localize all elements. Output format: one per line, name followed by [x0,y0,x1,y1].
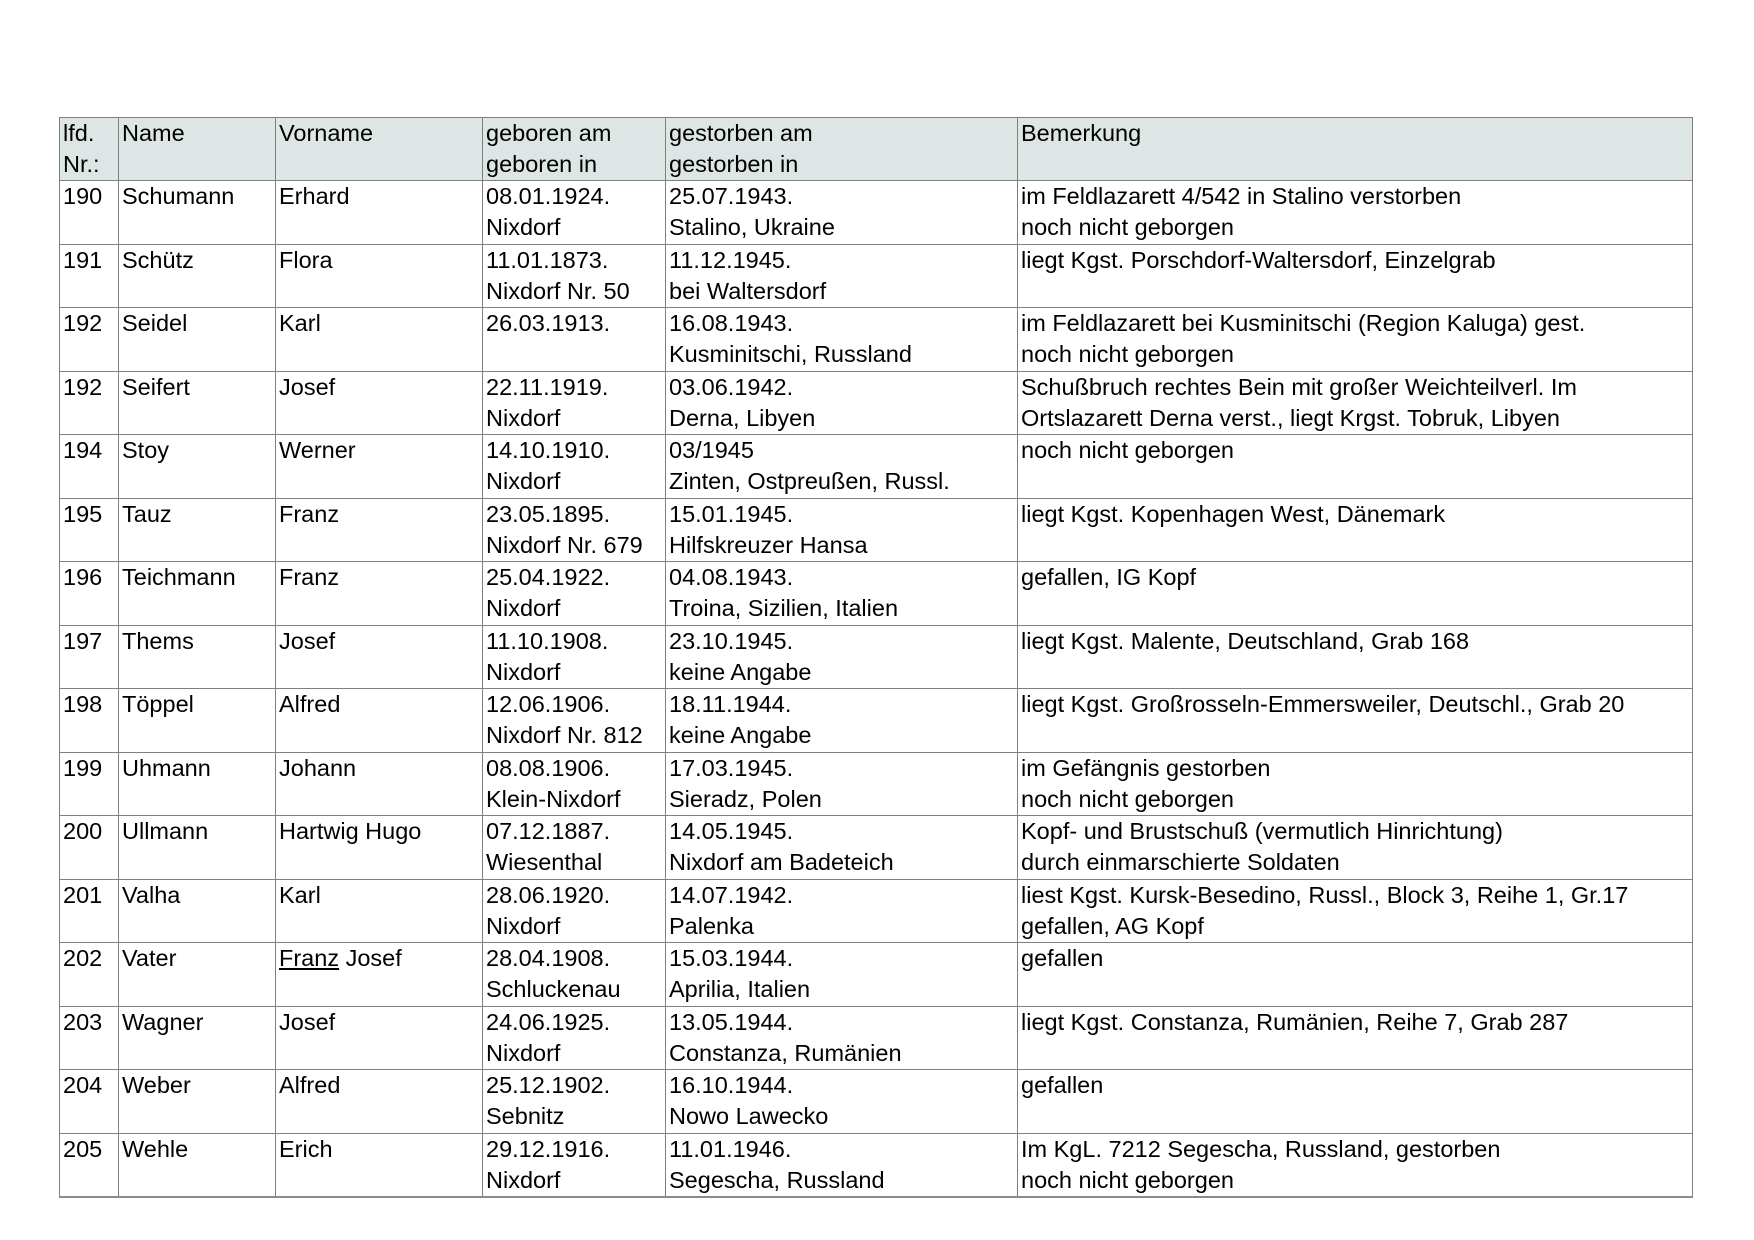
geboren-am-text: 14.10.1910. [486,437,611,463]
cell-geboren [483,562,666,626]
geboren-in-text: Nixdorf [486,404,561,431]
cell-name [119,498,276,562]
table-row [60,816,1693,880]
nr-text: 197 [63,627,103,654]
header-gestorben-in: gestorben in [669,151,799,177]
table-row [60,181,1693,245]
nr-text: 202 [63,945,103,971]
table-row [60,435,1693,499]
cell-vorname [276,1133,483,1197]
nr-text: 192 [63,373,103,400]
header-geboren-in: geboren in [486,151,598,177]
cell-geboren [483,371,666,435]
bemerkung-line1: im Feldlazarett 4/542 in Stalino verstorben [1021,183,1462,209]
cell-name [119,689,276,753]
geboren-am-text: 08.08.1906. [486,754,611,781]
cell-name [119,1070,276,1134]
cell-geboren [483,752,666,816]
bemerkung-line2 [1021,276,1690,307]
cell-bemerkung [1018,244,1693,308]
bemerkung-line1: liest Kgst. Kursk-Besedino, Russl., Block 3, Reihe 1, Gr.17 [1021,881,1629,908]
vorname-text: Karl [279,310,321,336]
cell-vorname [276,1070,483,1134]
gestorben-am-text: 03/1945 [669,437,754,463]
cell-name [119,371,276,435]
cell-bemerkung [1018,308,1693,372]
cell-bemerkung [1018,1070,1693,1134]
cell-vorname [276,879,483,943]
gestorben-in-text: Palenka [669,912,754,939]
geboren-am-text: 23.05.1895. [486,500,611,527]
geboren-in-text: Nixdorf Nr. 812 [486,722,643,748]
cell-nr [60,689,119,753]
cell-bemerkung [1018,943,1693,1007]
cell-nr [60,1070,119,1134]
cell-name [119,181,276,245]
geboren-in-text: Nixdorf [486,1166,561,1193]
gestorben-in-text: Zinten, Ostpreußen, Russl. [669,468,950,494]
name-text: Ullmann [122,818,209,844]
cell-geboren [483,498,666,562]
header-geboren [483,118,666,181]
cell-name [119,879,276,943]
cell-vorname [276,562,483,626]
cell-geboren [483,1006,666,1070]
bemerkung-line2 [1021,1101,1690,1132]
cell-geboren [483,308,666,372]
table-row [60,498,1693,562]
gestorben-am-text: 14.07.1942. [669,881,794,908]
cell-nr [60,435,119,499]
cell-geboren [483,689,666,753]
table-row [60,562,1693,626]
header-nr-line1: lfd. [63,120,95,146]
table-row [60,752,1693,816]
table-row [60,879,1693,943]
cell-nr [60,181,119,245]
vorname-text: Johann [279,754,357,781]
cell-geboren [483,435,666,499]
header-geboren-am: geboren am [486,120,612,146]
gestorben-am-text: 04.08.1943. [669,564,794,590]
name-text: Tauz [122,500,172,527]
header-nr-line2: Nr.: [63,151,100,177]
gestorben-am-text: 23.10.1945. [669,627,794,654]
geboren-in-text: Nixdorf Nr. 679 [486,531,643,558]
cell-gestorben [666,689,1018,753]
geboren-am-text: 11.01.1873. [486,246,609,273]
cell-gestorben [666,1070,1018,1134]
cell-vorname [276,371,483,435]
nr-text: 198 [63,691,103,717]
cell-gestorben [666,498,1018,562]
cell-nr [60,308,119,372]
header-bemerkung: Bemerkung [1018,118,1693,181]
bemerkung-line1: im Feldlazarett bei Kusminitschi (Region Kaluga) gest. [1021,310,1586,336]
bemerkung-line2: noch nicht geborgen [1021,341,1234,367]
geboren-am-text: 28.04.1908. [486,945,611,971]
name-text: Thems [122,627,194,654]
cell-vorname [276,244,483,308]
cell-gestorben [666,435,1018,499]
cell-bemerkung [1018,498,1693,562]
cell-geboren [483,181,666,245]
cell-gestorben [666,943,1018,1007]
name-text: Vater [122,945,177,971]
vorname-text: Josef [339,945,402,971]
name-text: Valha [122,881,181,908]
gestorben-in-text: keine Angabe [669,658,812,685]
gestorben-in-text: Nixdorf am Badeteich [669,849,894,875]
table-row [60,244,1693,308]
vorname-text: Alfred [279,691,341,717]
header-name: Name [119,118,276,181]
nr-text: 194 [63,437,103,463]
vorname-underlined-text: Franz [279,945,340,971]
bemerkung-line2 [1021,530,1690,561]
gestorben-am-text: 03.06.1942. [669,373,794,400]
cell-nr [60,752,119,816]
bemerkung-line2: noch nicht geborgen [1021,1166,1234,1193]
geboren-in-text: Wiesenthal [486,849,603,875]
bemerkung-line2 [1021,1038,1690,1069]
gestorben-in-text: bei Waltersdorf [669,277,827,304]
cell-name [119,816,276,880]
cell-bemerkung [1018,879,1693,943]
table-row [60,1070,1693,1134]
name-text: Schumann [122,183,235,209]
name-text: Weber [122,1072,191,1098]
vorname-text: Josef [279,373,336,400]
bemerkung-line1: liegt Kgst. Kopenhagen West, Dänemark [1021,500,1446,527]
table-row [60,625,1693,689]
bemerkung-line2: noch nicht geborgen [1021,785,1234,812]
cell-name [119,308,276,372]
vorname-text: Erhard [279,183,350,209]
geboren-in-text: Klein-Nixdorf [486,785,621,812]
gestorben-in-text: Derna, Libyen [669,404,816,431]
cell-vorname [276,752,483,816]
table-row [60,689,1693,753]
gestorben-am-text: 17.03.1945. [669,754,794,781]
geboren-in-text: Nixdorf [486,912,561,939]
geboren-am-text: 12.06.1906. [486,691,611,717]
cell-name [119,1006,276,1070]
header-vorname: Vorname [276,118,483,181]
geboren-am-text: 22.11.1919. [486,373,609,400]
cell-bemerkung [1018,181,1693,245]
header-row [60,118,1693,181]
vorname-text: Franz [279,564,340,590]
cell-geboren [483,1133,666,1197]
cell-gestorben [666,244,1018,308]
gestorben-am-text: 18.11.1944. [669,691,792,717]
bemerkung-line1: liegt Kgst. Constanza, Rumänien, Reihe 7, Grab 287 [1021,1008,1569,1035]
gestorben-in-text: Aprilia, Italien [669,976,811,1002]
cell-name [119,562,276,626]
cell-bemerkung [1018,1006,1693,1070]
vorname-text: Josef [279,627,336,654]
cell-name [119,244,276,308]
cell-vorname [276,689,483,753]
geboren-am-text: 07.12.1887. [486,818,611,844]
geboren-am-text: 25.04.1922. [486,564,611,590]
gestorben-am-text: 16.08.1943. [669,310,794,336]
cell-gestorben [666,752,1018,816]
nr-text: 203 [63,1008,103,1035]
nr-text: 199 [63,754,103,781]
bemerkung-line1: gefallen [1021,945,1104,971]
name-text: Seidel [122,310,188,336]
gestorben-in-text: Sieradz, Polen [669,785,822,812]
geboren-am-text: 08.01.1924. [486,183,611,209]
bemerkung-line2 [1021,657,1690,688]
table-row [60,371,1693,435]
cell-nr [60,244,119,308]
cell-vorname [276,816,483,880]
cell-name [119,1133,276,1197]
table-row [60,943,1693,1007]
cell-geboren [483,879,666,943]
geboren-in-text: Schluckenau [486,976,621,1002]
nr-text: 196 [63,564,103,590]
gestorben-in-text: Nowo Lawecko [669,1103,829,1129]
bemerkung-line1: liegt Kgst. Malente, Deutschland, Grab 168 [1021,627,1470,654]
cell-bemerkung [1018,1133,1693,1197]
cell-geboren [483,625,666,689]
geboren-am-text: 11.10.1908. [486,627,609,654]
cell-gestorben [666,1006,1018,1070]
bemerkung-line1: Im KgL. 7212 Segescha, Russland, gestorben [1021,1135,1501,1162]
cell-vorname [276,625,483,689]
geboren-am-text: 25.12.1902. [486,1072,611,1098]
register-table [59,117,1693,1198]
cell-nr [60,371,119,435]
gestorben-am-text: 15.03.1944. [669,945,794,971]
bemerkung-line1: gefallen [1021,1072,1104,1098]
name-text: Stoy [122,437,170,463]
cell-nr [60,498,119,562]
bemerkung-line1: Schußbruch rechtes Bein mit großer Weichteilverl. Im [1021,373,1577,400]
gestorben-am-text: 15.01.1945. [669,500,794,527]
cell-bemerkung [1018,371,1693,435]
vorname-text: Erich [279,1135,333,1162]
cell-nr [60,625,119,689]
table-row [60,1133,1693,1197]
bemerkung-line1: Kopf- und Brustschuß (vermutlich Hinrichtung) [1021,818,1503,844]
cell-name [119,435,276,499]
bemerkung-line2: gefallen, AG Kopf [1021,912,1204,939]
cell-vorname [276,943,483,1007]
bemerkung-line1: liegt Kgst. Großrosseln-Emmersweiler, Deutschl., Grab 20 [1021,691,1625,717]
cell-gestorben [666,371,1018,435]
cell-gestorben [666,562,1018,626]
cell-bemerkung [1018,689,1693,753]
gestorben-in-text: Stalino, Ukraine [669,214,835,240]
bemerkung-line1: liegt Kgst. Porschdorf-Waltersdorf, Einzelgrab [1021,246,1496,273]
gestorben-am-text: 11.12.1945. [669,246,792,273]
nr-text: 201 [63,881,103,908]
cell-gestorben [666,1133,1018,1197]
name-text: Teichmann [122,564,236,590]
cell-vorname [276,435,483,499]
cell-name [119,943,276,1007]
cell-bemerkung [1018,625,1693,689]
gestorben-am-text: 16.10.1944. [669,1072,794,1098]
cell-nr [60,562,119,626]
gestorben-am-text: 13.05.1944. [669,1008,794,1035]
cell-geboren [483,816,666,880]
geboren-am-text: 28.06.1920. [486,881,611,908]
bemerkung-line1: im Gefängnis gestorben [1021,754,1271,781]
vorname-text: Werner [279,437,356,463]
bemerkung-line2 [1021,466,1690,497]
name-text: Seifert [122,373,190,400]
nr-text: 190 [63,183,103,209]
cell-gestorben [666,308,1018,372]
nr-text: 204 [63,1072,103,1098]
nr-text: 205 [63,1135,103,1162]
name-text: Schütz [122,246,194,273]
cell-bemerkung [1018,752,1693,816]
geboren-in-text: Nixdorf [486,468,561,494]
cell-geboren [483,943,666,1007]
table-row [60,308,1693,372]
bemerkung-line2: durch einmarschierte Soldaten [1021,849,1340,875]
nr-text: 191 [63,246,103,273]
bemerkung-line1: noch nicht geborgen [1021,437,1234,463]
vorname-text: Josef [279,1008,336,1035]
bemerkung-line1: gefallen, IG Kopf [1021,564,1197,590]
cell-name [119,752,276,816]
gestorben-in-text: Constanza, Rumänien [669,1039,902,1066]
vorname-text: Karl [279,881,321,908]
cell-bemerkung [1018,562,1693,626]
gestorben-in-text: Segescha, Russland [669,1166,885,1193]
name-text: Töppel [122,691,194,717]
gestorben-in-text: Hilfskreuzer Hansa [669,531,868,558]
vorname-text: Flora [279,246,333,273]
cell-bemerkung [1018,816,1693,880]
vorname-text: Hartwig Hugo [279,818,422,844]
cell-gestorben [666,625,1018,689]
nr-text: 192 [63,310,103,336]
cell-bemerkung [1018,435,1693,499]
cell-nr [60,879,119,943]
geboren-am-text: 26.03.1913. [486,310,611,336]
geboren-in-text: Nixdorf [486,595,561,621]
name-text: Uhmann [122,754,211,781]
gestorben-in-text: Kusminitschi, Russland [669,341,912,367]
bemerkung-line2 [1021,593,1690,624]
header-gestorben [666,118,1018,181]
cell-gestorben [666,816,1018,880]
geboren-in-text: Nixdorf [486,1039,561,1066]
geboren-in-text: Nixdorf [486,658,561,685]
cell-vorname [276,308,483,372]
gestorben-in-text: Troina, Sizilien, Italien [669,595,899,621]
cell-vorname [276,498,483,562]
cell-vorname [276,181,483,245]
geboren-in-text: Nixdorf Nr. 50 [486,277,630,304]
name-text: Wagner [122,1008,204,1035]
cell-nr [60,1006,119,1070]
nr-text: 200 [63,818,103,844]
gestorben-am-text: 11.01.1946. [669,1135,792,1162]
header-nr [60,118,119,181]
vorname-text: Alfred [279,1072,341,1098]
cell-gestorben [666,181,1018,245]
cell-gestorben [666,879,1018,943]
name-text: Wehle [122,1135,189,1162]
gestorben-am-text: 14.05.1945. [669,818,794,844]
cell-geboren [483,1070,666,1134]
geboren-in-text: Sebnitz [486,1103,565,1129]
geboren-in-text [486,339,663,370]
cell-geboren [483,244,666,308]
cell-name [119,625,276,689]
bemerkung-line2: Ortslazarett Derna verst., liegt Krgst. Tobruk, Libyen [1021,404,1560,431]
bemerkung-line2 [1021,720,1690,751]
table-row [60,1006,1693,1070]
gestorben-am-text: 25.07.1943. [669,183,794,209]
bemerkung-line2 [1021,974,1690,1005]
cell-nr [60,943,119,1007]
cell-nr [60,1133,119,1197]
geboren-in-text: Nixdorf [486,214,561,240]
gestorben-in-text: keine Angabe [669,722,812,748]
geboren-am-text: 29.12.1916. [486,1135,611,1162]
geboren-am-text: 24.06.1925. [486,1008,611,1035]
cell-vorname [276,1006,483,1070]
nr-text: 195 [63,500,103,527]
header-gestorben-am: gestorben am [669,120,813,146]
bemerkung-line2: noch nicht geborgen [1021,214,1234,240]
vorname-text: Franz [279,500,340,527]
cell-nr [60,816,119,880]
